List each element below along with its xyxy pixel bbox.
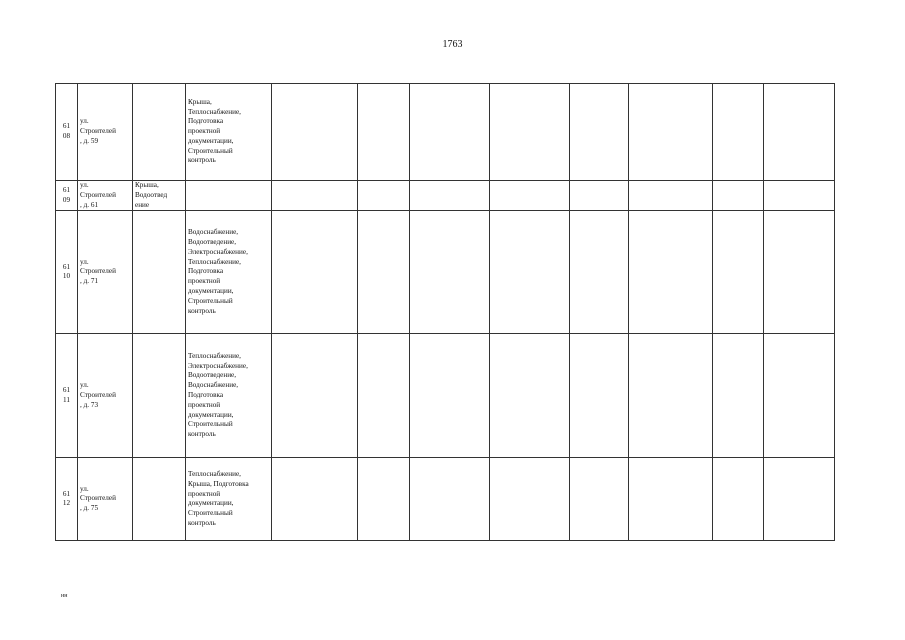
empty-cell bbox=[410, 84, 490, 181]
empty-cell bbox=[629, 334, 713, 458]
empty-cell bbox=[713, 334, 764, 458]
empty-cell bbox=[358, 84, 410, 181]
works-cell bbox=[186, 84, 272, 181]
empty-cell bbox=[713, 458, 764, 541]
page-number: 1763 bbox=[442, 39, 463, 50]
row-number-cell bbox=[56, 211, 78, 334]
works-cell-text: Водоснабжение, Водоотведение, Электроснабжение, Теплоснабжение, Подготовка проектной документации, Строительный контроль bbox=[188, 228, 248, 315]
works-cell bbox=[186, 458, 272, 541]
elements-cell bbox=[133, 181, 186, 211]
row-number-cell-text: 61 09 bbox=[62, 185, 71, 204]
footer-mark: нн bbox=[61, 593, 68, 599]
elements-cell bbox=[133, 211, 186, 334]
table-row bbox=[56, 211, 835, 334]
works-cell bbox=[186, 334, 272, 458]
empty-cell bbox=[629, 181, 713, 211]
empty-cell bbox=[410, 334, 490, 458]
empty-cell bbox=[713, 211, 764, 334]
address-cell bbox=[78, 458, 133, 541]
empty-cell bbox=[629, 458, 713, 541]
empty-cell bbox=[410, 211, 490, 334]
row-number-cell bbox=[56, 84, 78, 181]
address-cell-text: ул. Строителей , д. 61 bbox=[80, 181, 116, 209]
row-number-cell bbox=[56, 181, 78, 211]
empty-cell bbox=[358, 211, 410, 334]
works-cell-text: Крыша, Теплоснабжение, Подготовка проектной документации, Строительный контроль bbox=[188, 97, 241, 165]
works-cell bbox=[186, 211, 272, 334]
empty-cell bbox=[272, 211, 358, 334]
empty-cell bbox=[629, 211, 713, 334]
row-number-cell-text: 61 11 bbox=[62, 386, 71, 404]
empty-cell bbox=[629, 84, 713, 181]
table-row bbox=[56, 181, 835, 211]
empty-cell bbox=[272, 181, 358, 211]
empty-cell bbox=[764, 211, 835, 334]
empty-cell bbox=[570, 181, 629, 211]
empty-cell bbox=[764, 181, 835, 211]
empty-cell bbox=[570, 458, 629, 541]
row-number-cell-text: 61 12 bbox=[62, 489, 71, 508]
empty-cell bbox=[713, 84, 764, 181]
table-row bbox=[56, 84, 835, 181]
row-number-cell-text: 61 08 bbox=[62, 122, 71, 140]
empty-cell bbox=[272, 84, 358, 181]
empty-cell bbox=[490, 181, 570, 211]
empty-cell bbox=[410, 181, 490, 211]
empty-cell bbox=[358, 181, 410, 211]
elements-cell bbox=[133, 458, 186, 541]
empty-cell bbox=[570, 334, 629, 458]
address-cell-text: ул. Строителей , д. 75 bbox=[80, 484, 116, 513]
empty-cell bbox=[713, 181, 764, 211]
empty-cell bbox=[490, 334, 570, 458]
address-cell bbox=[78, 211, 133, 334]
table-row bbox=[56, 458, 835, 541]
empty-cell bbox=[358, 334, 410, 458]
empty-cell bbox=[764, 334, 835, 458]
row-number-cell bbox=[56, 334, 78, 458]
row-number-cell bbox=[56, 458, 78, 541]
register-table bbox=[55, 83, 835, 541]
works-cell-text: Теплоснабжение, Электроснабжение, Водоотведение, Водоснабжение, Подготовка проектной документации, Строительный контроль bbox=[188, 351, 248, 439]
address-cell bbox=[78, 84, 133, 181]
empty-cell bbox=[570, 84, 629, 181]
empty-cell bbox=[490, 211, 570, 334]
elements-cell bbox=[133, 334, 186, 458]
address-cell-text: ул. Строителей , д. 73 bbox=[80, 381, 116, 409]
table-row bbox=[56, 334, 835, 458]
address-cell bbox=[78, 334, 133, 458]
address-cell-text: ул. Строителей , д. 71 bbox=[80, 257, 116, 286]
works-cell-text: Теплоснабжение, Крыша, Подготовка проектной документации, Строительный контроль bbox=[188, 470, 249, 527]
address-cell bbox=[78, 181, 133, 211]
empty-cell bbox=[272, 334, 358, 458]
empty-cell bbox=[272, 458, 358, 541]
row-number-cell-text: 61 10 bbox=[62, 262, 71, 281]
works-cell bbox=[186, 181, 272, 211]
empty-cell bbox=[490, 458, 570, 541]
address-cell-text: ул. Строителей , д. 59 bbox=[80, 117, 116, 145]
empty-cell bbox=[570, 211, 629, 334]
empty-cell bbox=[490, 84, 570, 181]
elements-cell bbox=[133, 84, 186, 181]
elements-cell-text: Крыша, Водоотвед ение bbox=[135, 181, 168, 209]
empty-cell bbox=[410, 458, 490, 541]
empty-cell bbox=[764, 458, 835, 541]
empty-cell bbox=[358, 458, 410, 541]
empty-cell bbox=[764, 84, 835, 181]
